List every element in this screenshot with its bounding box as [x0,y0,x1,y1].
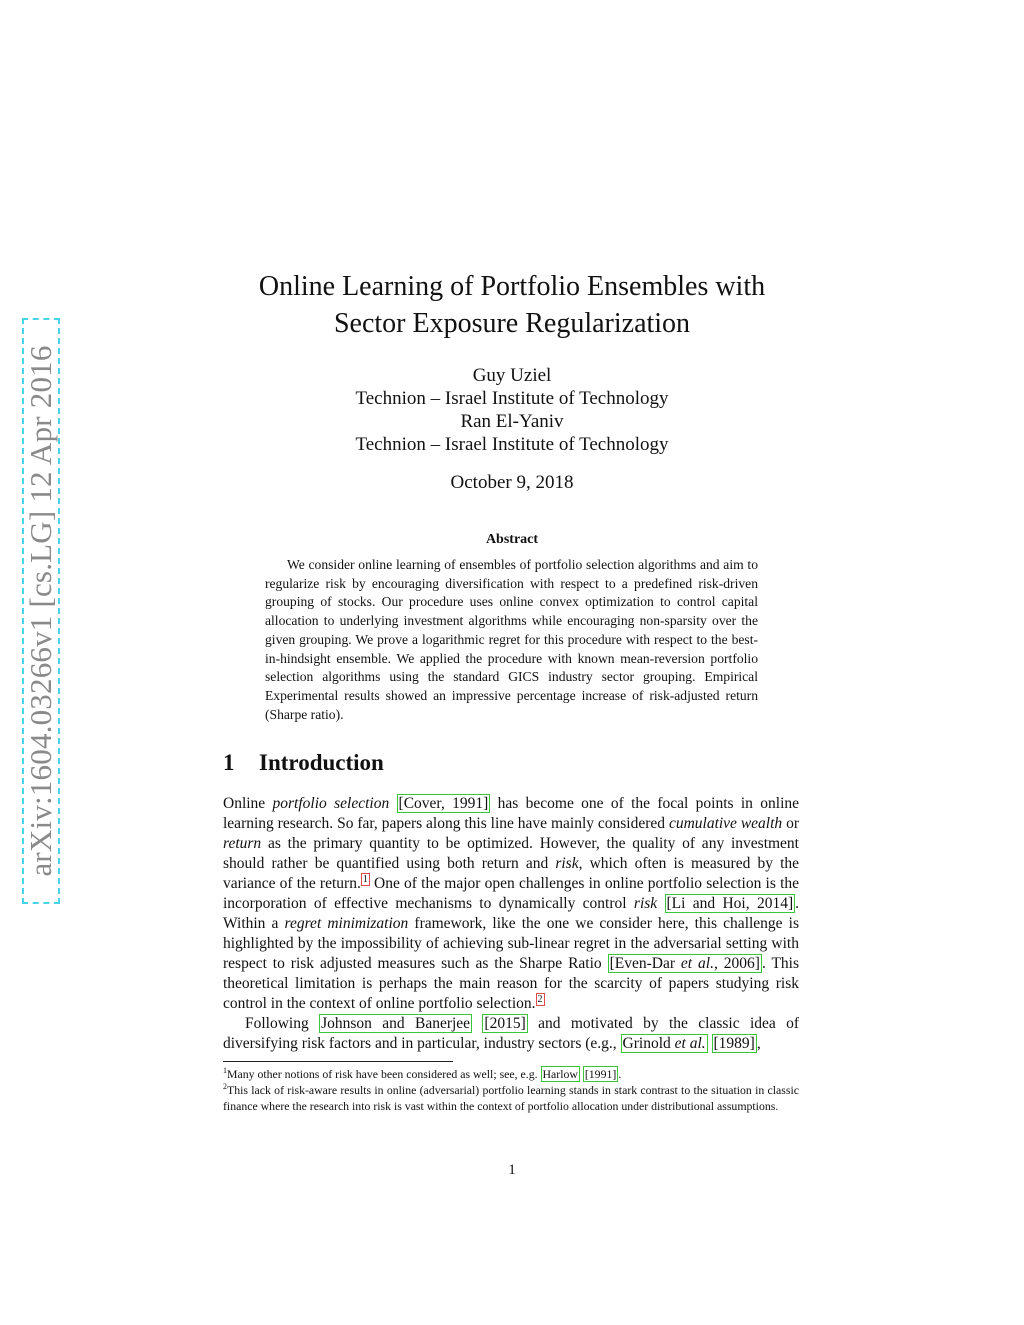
footnote: $^2$This lack of risk-aware results in online (adversarial) portfolio learning stands in stark contrast to the situation in classic finance where the research into risk is vast within the context of portfolio allocation under distributional assumptions. [223,1082,799,1113]
citation-link[interactable]: Grinold et al. [622,1035,706,1052]
citation-link[interactable]: [Even-Dar et al., 2006] [609,955,760,972]
citation-link[interactable]: [Cover, 1991] [398,795,489,812]
author-name: Guy Uziel [472,365,552,386]
author-block [0,364,1024,456]
author-affiliation: Technion – Israel Institute of Technology [355,434,669,455]
citation-link[interactable]: [1989] [713,1035,755,1052]
page-number: 1 [508,1162,516,1178]
author-affiliation: Technion – Israel Institute of Technology [355,388,669,409]
section-title: Introduction [259,750,384,775]
paragraph: Following Johnson and Banerjee [2015] and motivated by the classic idea of diversifying risk factors and in particular, industry sectors (e.g., Grinold et al. [1989] , [223,1015,800,1052]
footnote-link[interactable]: 1 [362,873,368,885]
arxiv-stamp-text: arXiv:1604.03266v1 [cs.LG] 12 Apr 2016 [23,345,58,877]
paragraph: Online portfolio selection [Cover, 1991] has become one of the focal points in online learning research. So far, papers along this line have mainly considered cumulative wealth or return as the primary quantity to be optimized. However, the quality of any investment should rather be quantified using both return and risk, which often is measured by the variance of the return. $^1$ One of the major open challenges in online portfolio selection is the incorporation of effective mechanisms to dynamically control risk [Li and Hoi, 2014] . Within a regret minimization framework, like the one we consider here, this challenge is highlighted by the impossibility of achieving sub-linear regret in the adversarial setting with respect to risk adjusted measures such as the Sharpe Ratio [Even-Dar et al., 2006] . This theoretical limitation is perhaps the main reason for the scarcity of papers studying risk control in the context of online portfolio selection. $^2$ [223,795,800,1012]
citation-link[interactable]: [Li and Hoi, 2014] [666,895,794,912]
citation-link[interactable]: Johnson and Banerjee [321,1015,471,1032]
author-name: Ran El-Yaniv [460,411,564,432]
abstract-text: We consider online learning of ensembles of portfolio selection algorithms and aim to regularize risk by encouraging diversification with respect to a predefined risk-driven grouping of stocks. Our procedure uses online convex optimization to control capital allocation to underlying investment algorithms while encouraging non-sparsity over the given grouping. We prove a logarithmic regret for this procedure with respect to the best-in-hindsight ensemble. We applied the procedure with known mean-reversion portfolio selection algorithms using the standard GICS industry sector grouping. Empirical Experimental results showed an impressive percentage increase of risk-adjusted return (Sharpe ratio). [265,557,758,722]
title-line-1: Online Learning of Portfolio Ensembles with [258,271,766,302]
section-heading [223,750,384,776]
body-text [223,794,799,1054]
section-number: 1 [223,750,235,775]
citation-link[interactable]: Harlow [542,1067,578,1081]
paper-title [0,268,1024,342]
abstract-body [265,556,758,724]
footnote-link[interactable]: 2 [537,993,543,1005]
citation-link[interactable]: [2015] [484,1015,526,1032]
abstract-heading: Abstract [485,532,539,547]
paper-date: October 9, 2018 [450,472,574,493]
footnote-rule [223,1061,453,1062]
citation-link[interactable]: [1991] [584,1067,617,1081]
footnote: $^1$Many other notions of risk have been considered as well; see, e.g. Harlow [1991] . [223,1066,622,1081]
title-line-2: Sector Exposure Regularization [333,308,691,339]
footnotes [223,1066,799,1114]
